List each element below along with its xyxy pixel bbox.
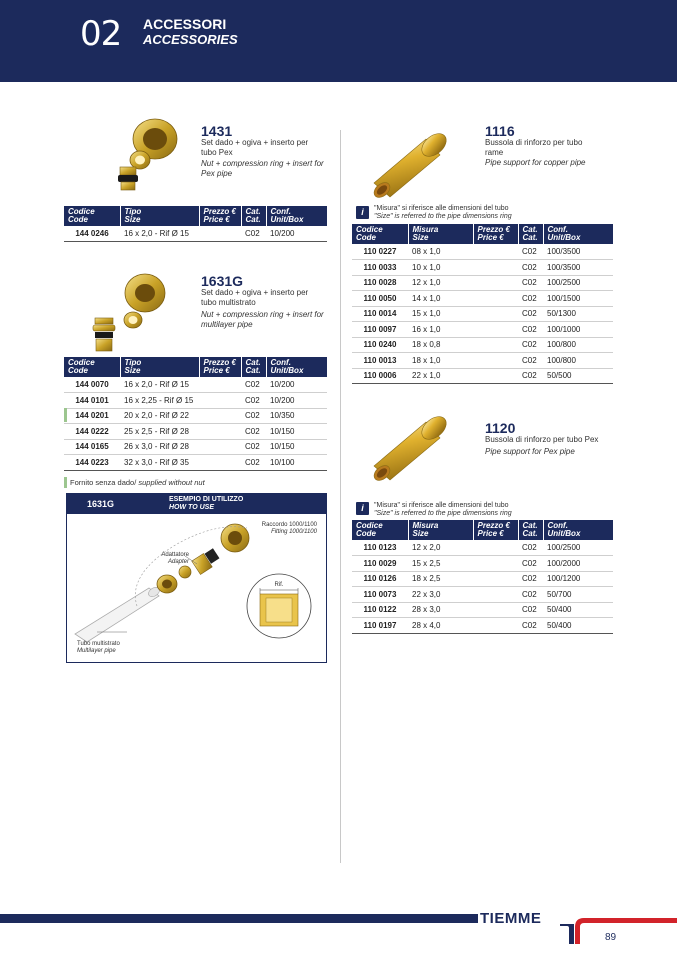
table-row xyxy=(352,291,613,307)
cell-size: 18 x 1,0 xyxy=(408,353,473,369)
cell-conf: 50/400 xyxy=(543,618,613,634)
table-row xyxy=(352,260,613,276)
cell-code: 110 0227 xyxy=(352,244,408,260)
cell-cat: C02 xyxy=(241,226,266,242)
cell-price xyxy=(473,322,518,338)
supplied-without-nut-note: Fornito senza dado/ supplied without nut xyxy=(70,478,205,487)
table-row xyxy=(352,540,613,556)
cell-size: 32 x 3,0 - Rif Ø 35 xyxy=(120,455,199,471)
cell-cat: C02 xyxy=(241,455,266,471)
table-row xyxy=(352,306,613,322)
table-header-row xyxy=(64,357,327,377)
cell-size: 10 x 1,0 xyxy=(408,260,473,276)
cell-cat: C02 xyxy=(518,571,543,587)
col-cat: Cat. Cat. xyxy=(518,224,543,244)
product-code-1116: 1116 xyxy=(485,123,515,139)
col-cat: Cat. Cat. xyxy=(518,520,543,540)
cell-cat: C02 xyxy=(241,377,266,393)
cell-conf: 10/200 xyxy=(266,226,327,242)
cell-size: 28 x 4,0 xyxy=(408,618,473,634)
usage-example-code: 1631G xyxy=(87,499,115,509)
cell-code: 144 0201 xyxy=(64,408,120,424)
cell-size: 20 x 2,0 - Rif Ø 22 xyxy=(120,408,199,424)
rif-label: Rif. xyxy=(274,582,284,588)
cell-cat: C02 xyxy=(241,408,266,424)
cell-cat: C02 xyxy=(518,291,543,307)
col-conf: Conf. Unit/Box xyxy=(266,357,327,377)
product-desc-it-1631g: Set dado + ogiva + inserto per tubo multistrato xyxy=(201,288,309,307)
cell-size: 18 x 0,8 xyxy=(408,337,473,353)
page-number: 89 xyxy=(605,932,617,943)
product-image-1431 xyxy=(100,115,190,195)
cell-conf: 10/150 xyxy=(266,439,327,455)
cell-size: 22 x 1,0 xyxy=(408,368,473,384)
cell-size: 16 x 1,0 xyxy=(408,322,473,338)
table-row xyxy=(352,337,613,353)
table-body xyxy=(352,244,613,384)
product-code-1120: 1120 xyxy=(485,420,516,436)
table-row xyxy=(64,439,327,455)
cell-price xyxy=(199,226,241,242)
cell-cat: C02 xyxy=(518,244,543,260)
cell-price xyxy=(473,353,518,369)
usage-example-title-en: HOW TO USE xyxy=(169,504,214,511)
cell-conf: 100/3500 xyxy=(543,260,613,276)
cell-cat: C02 xyxy=(518,540,543,556)
size-info-note: "Misura" si riferisce alle dimensioni del tubo "Size" is referred to the pipe dimensions ring xyxy=(374,502,512,517)
table-row xyxy=(352,602,613,618)
table-row xyxy=(352,353,613,369)
table-row xyxy=(64,377,327,393)
cell-price xyxy=(473,602,518,618)
cell-conf: 100/2500 xyxy=(543,540,613,556)
page-header xyxy=(0,0,677,82)
cell-price xyxy=(473,618,518,634)
cell-price xyxy=(473,556,518,572)
col-conf: Conf. Unit/Box xyxy=(266,206,327,226)
table-row xyxy=(352,244,613,260)
product-desc-it-1120: Bussola di rinforzo per tubo Pex xyxy=(485,435,599,444)
product-desc-en-1631g: Nut + compression ring + insert for multilayer pipe xyxy=(201,310,324,329)
table-row xyxy=(64,393,327,409)
col-cat: Cat. Cat. xyxy=(241,206,266,226)
product-desc-en-1431: Nut + compression ring + insert for Pex pipe xyxy=(201,159,324,178)
usage-diagram xyxy=(67,514,326,662)
col-code: Codice Code xyxy=(64,206,120,226)
chapter-number: 02 xyxy=(80,14,122,54)
cell-code: 110 0006 xyxy=(352,368,408,384)
cell-conf: 100/800 xyxy=(543,337,613,353)
cell-size: 15 x 2,5 xyxy=(408,556,473,572)
cell-code: 144 0223 xyxy=(64,455,120,471)
table-row xyxy=(64,226,327,242)
table-row xyxy=(64,455,327,471)
table-row xyxy=(352,322,613,338)
cell-code: 144 0101 xyxy=(64,393,120,409)
note-marker xyxy=(64,477,67,488)
cell-cat: C02 xyxy=(241,393,266,409)
table-row xyxy=(352,618,613,634)
cell-size: 18 x 2,5 xyxy=(408,571,473,587)
cell-size: 28 x 3,0 xyxy=(408,602,473,618)
product-image-1116 xyxy=(368,125,458,205)
pipe-label: Tubo multistrato Multilayer pipe xyxy=(77,641,120,654)
col-price: Prezzo € Price € xyxy=(473,520,518,540)
cell-cat: C02 xyxy=(241,424,266,440)
product-desc-it-1431: Set dado + ogiva + inserto per tubo Pex xyxy=(201,138,309,157)
cell-size: 12 x 2,0 xyxy=(408,540,473,556)
cell-size: 25 x 2,5 - Rif Ø 28 xyxy=(120,424,199,440)
product-desc-en-1120: Pipe support for Pex pipe xyxy=(485,447,575,456)
product-image-1631g xyxy=(85,268,190,358)
chapter-title-it: ACCESSORI xyxy=(143,16,227,32)
col-conf: Conf. Unit/Box xyxy=(543,520,613,540)
cell-code: 110 0029 xyxy=(352,556,408,572)
cell-price xyxy=(473,260,518,276)
cell-code: 144 0070 xyxy=(64,377,120,393)
cell-cat: C02 xyxy=(518,306,543,322)
table-row xyxy=(352,368,613,384)
cell-price xyxy=(199,408,241,424)
info-icon: i xyxy=(356,206,369,219)
note-marker-row xyxy=(64,408,67,422)
cell-size: 16 x 2,0 - Rif Ø 15 xyxy=(120,377,199,393)
size-info-note: "Misura" si riferisce alle dimensioni del tubo "Size" is referred to the pipe dimensions ring xyxy=(374,205,512,220)
usage-example-header xyxy=(67,494,326,514)
info-icon: i xyxy=(356,502,369,515)
cell-size: 26 x 3,0 - Rif Ø 28 xyxy=(120,439,199,455)
col-price: Prezzo € Price € xyxy=(473,224,518,244)
cell-price xyxy=(473,587,518,603)
cell-price xyxy=(199,455,241,471)
cell-code: 110 0240 xyxy=(352,337,408,353)
cell-conf: 10/150 xyxy=(266,424,327,440)
table-row xyxy=(352,556,613,572)
cell-conf: 100/1200 xyxy=(543,571,613,587)
table-row xyxy=(64,424,327,440)
cell-price xyxy=(473,306,518,322)
product-code-1431: 1431 xyxy=(201,123,233,139)
table-row xyxy=(352,571,613,587)
cell-code: 144 0246 xyxy=(64,226,120,242)
cell-conf: 50/1300 xyxy=(543,306,613,322)
table-1116 xyxy=(352,224,613,384)
cell-code: 110 0126 xyxy=(352,571,408,587)
cell-size: 08 x 1,0 xyxy=(408,244,473,260)
cell-conf: 100/1500 xyxy=(543,291,613,307)
cell-size: 12 x 1,0 xyxy=(408,275,473,291)
cell-size: 14 x 1,0 xyxy=(408,291,473,307)
cell-cat: C02 xyxy=(518,368,543,384)
cell-price xyxy=(473,368,518,384)
cell-code: 110 0122 xyxy=(352,602,408,618)
product-desc-en-1116: Pipe support for copper pipe xyxy=(485,158,586,167)
usage-example-title-it: ESEMPIO DI UTILIZZO xyxy=(169,496,244,503)
cell-code: 110 0097 xyxy=(352,322,408,338)
table-body xyxy=(352,540,613,633)
table-row xyxy=(64,408,327,424)
cell-code: 110 0013 xyxy=(352,353,408,369)
footer-bar xyxy=(0,914,478,923)
cell-price xyxy=(199,424,241,440)
col-cat: Cat. Cat. xyxy=(241,357,266,377)
cell-cat: C02 xyxy=(518,587,543,603)
col-size: Misura Size xyxy=(408,224,473,244)
cell-price xyxy=(199,393,241,409)
cell-cat: C02 xyxy=(518,275,543,291)
table-header-row xyxy=(352,224,613,244)
col-price: Prezzo € Price € xyxy=(199,357,241,377)
chapter-title-en: ACCESSORIES xyxy=(143,32,238,47)
cell-cat: C02 xyxy=(241,439,266,455)
cell-conf: 100/2000 xyxy=(543,556,613,572)
cell-conf: 100/800 xyxy=(543,353,613,369)
cell-conf: 50/500 xyxy=(543,368,613,384)
col-price: Prezzo € Price € xyxy=(199,206,241,226)
col-size: Misura Size xyxy=(408,520,473,540)
product-image-1120 xyxy=(368,408,458,488)
brand-pipe-icon xyxy=(560,912,677,948)
cell-code: 110 0197 xyxy=(352,618,408,634)
table-row xyxy=(352,275,613,291)
cell-cat: C02 xyxy=(518,260,543,276)
cell-size: 15 x 1,0 xyxy=(408,306,473,322)
table-row xyxy=(352,587,613,603)
cell-code: 110 0014 xyxy=(352,306,408,322)
cell-conf: 50/700 xyxy=(543,587,613,603)
cell-cat: C02 xyxy=(518,556,543,572)
table-body xyxy=(64,377,327,470)
cell-conf: 10/100 xyxy=(266,455,327,471)
cell-conf: 100/3500 xyxy=(543,244,613,260)
cell-cat: C02 xyxy=(518,322,543,338)
cell-cat: C02 xyxy=(518,353,543,369)
product-desc-it-1116: Bussola di rinforzo per tubo rame xyxy=(485,138,583,157)
col-code: Codice Code xyxy=(352,520,408,540)
brand-logo: TIEMME xyxy=(480,910,542,927)
cell-price xyxy=(473,244,518,260)
cell-price xyxy=(473,337,518,353)
cell-size: 22 x 3,0 xyxy=(408,587,473,603)
cell-price xyxy=(199,377,241,393)
cell-price xyxy=(473,275,518,291)
col-size: Tipo Size xyxy=(120,357,199,377)
cell-conf: 100/2500 xyxy=(543,275,613,291)
cell-conf: 10/350 xyxy=(266,408,327,424)
cell-size: 16 x 2,0 - Rif Ø 15 xyxy=(120,226,199,242)
cell-code: 110 0028 xyxy=(352,275,408,291)
cell-conf: 10/200 xyxy=(266,377,327,393)
table-header-row xyxy=(352,520,613,540)
cell-conf: 50/400 xyxy=(543,602,613,618)
table-1120 xyxy=(352,520,613,634)
product-code-1631g: 1631G xyxy=(201,273,244,289)
table-body xyxy=(64,226,327,242)
cell-cat: C02 xyxy=(518,618,543,634)
cell-code: 110 0073 xyxy=(352,587,408,603)
cell-price xyxy=(199,439,241,455)
table-1631g xyxy=(64,357,327,471)
cell-code: 144 0222 xyxy=(64,424,120,440)
cell-price xyxy=(473,291,518,307)
adapter-label: Adattatore Adapter xyxy=(161,552,189,565)
cell-code: 144 0165 xyxy=(64,439,120,455)
cell-price xyxy=(473,571,518,587)
cell-size: 16 x 2,25 - Rif Ø 15 xyxy=(120,393,199,409)
usage-example-box xyxy=(66,493,327,663)
cell-cat: C02 xyxy=(518,602,543,618)
col-code: Codice Code xyxy=(352,224,408,244)
col-conf: Conf. Unit/Box xyxy=(543,224,613,244)
cell-code: 110 0123 xyxy=(352,540,408,556)
fitting-label: Raccordo 1000/1100 Fitting 1000/1100 xyxy=(261,522,317,535)
cell-conf: 100/1000 xyxy=(543,322,613,338)
table-1431 xyxy=(64,206,327,242)
cell-cat: C02 xyxy=(518,337,543,353)
cell-price xyxy=(473,540,518,556)
cell-code: 110 0033 xyxy=(352,260,408,276)
cell-conf: 10/200 xyxy=(266,393,327,409)
col-size: Tipo Size xyxy=(120,206,199,226)
cell-code: 110 0050 xyxy=(352,291,408,307)
column-divider xyxy=(340,130,341,863)
col-code: Codice Code xyxy=(64,357,120,377)
table-header-row xyxy=(64,206,327,226)
